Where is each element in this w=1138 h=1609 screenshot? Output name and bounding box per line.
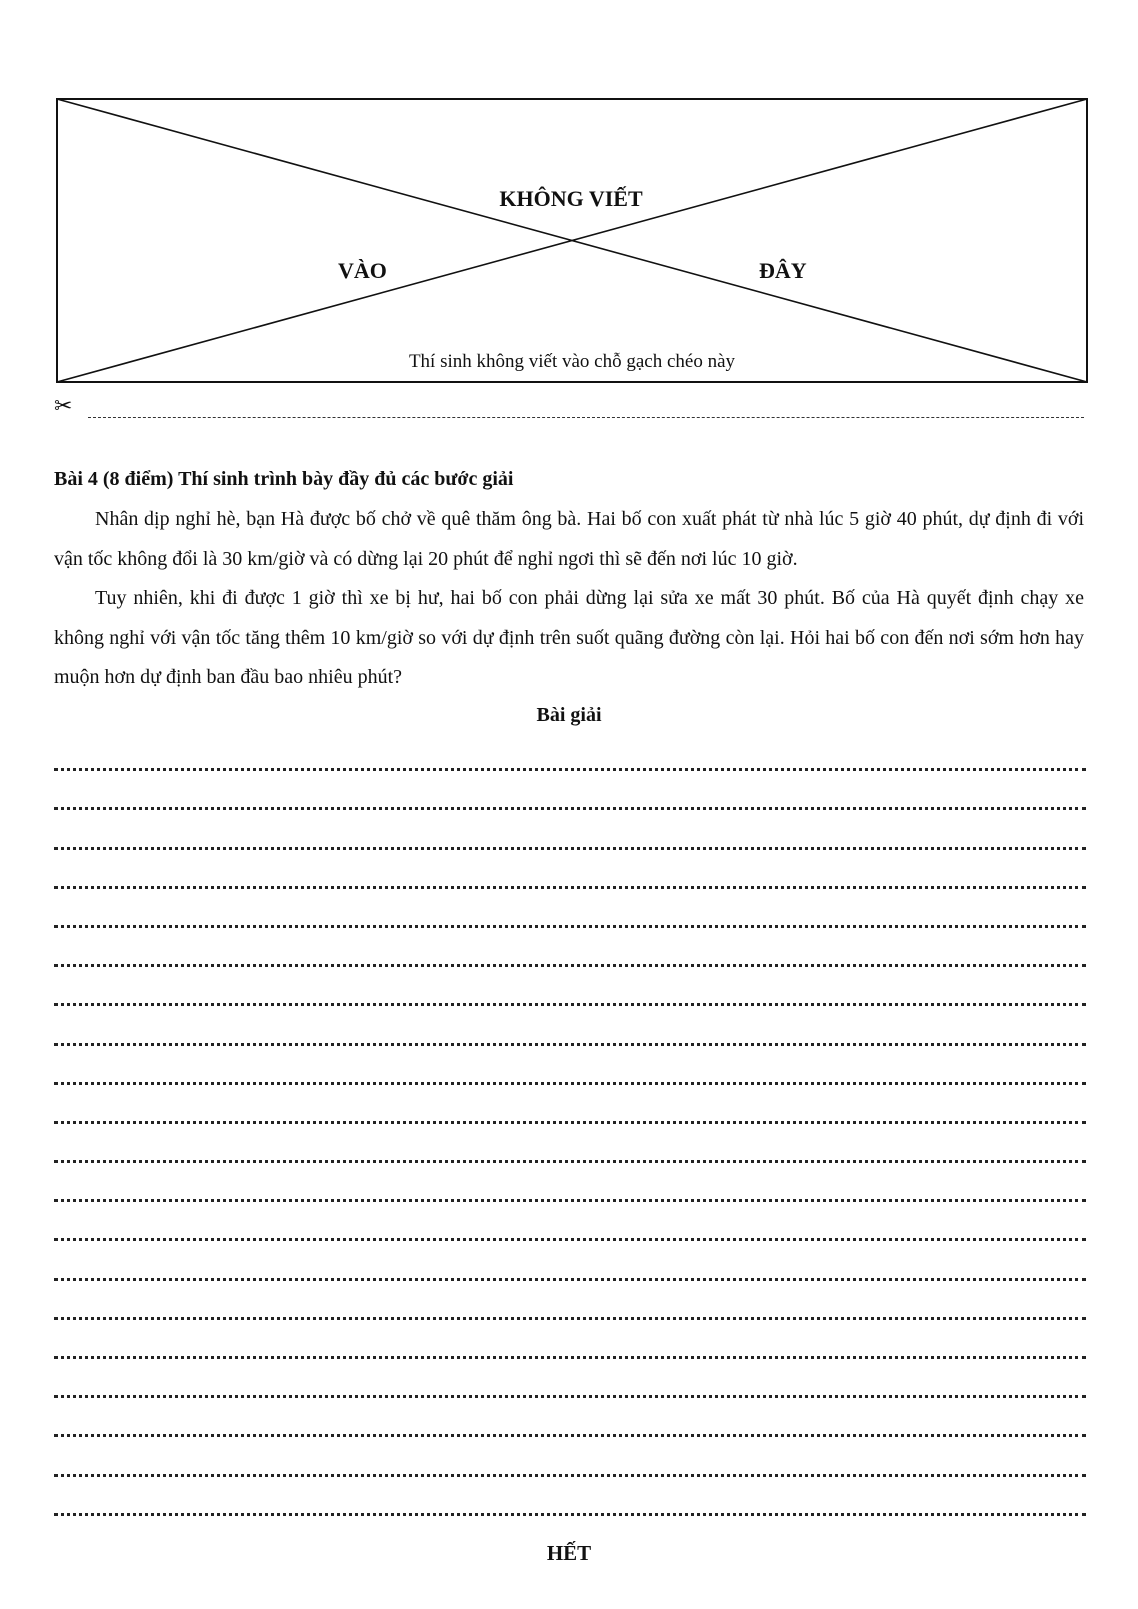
answer-line[interactable]: [54, 905, 1086, 944]
answer-line[interactable]: [54, 1062, 1086, 1101]
answer-line[interactable]: [54, 1022, 1086, 1061]
cut-line: [54, 396, 1084, 426]
answer-line[interactable]: [54, 1218, 1086, 1257]
answer-line[interactable]: [54, 866, 1086, 905]
answer-line[interactable]: [54, 1336, 1086, 1375]
problem-paragraph-1: Nhân dịp nghỉ hè, bạn Hà được bố chở về quê thăm ông bà. Hai bố con xuất phát từ nhà lúc 5 giờ 40 phút, dự định đi với vận tốc không đổi là 30 km/giờ và có dừng lại 20 phút để nghỉ ngơi thì sẽ đến nơi lúc 10 giờ.: [54, 508, 1084, 570]
answer-line[interactable]: [54, 1297, 1086, 1336]
answer-line[interactable]: [54, 1493, 1086, 1532]
answer-line[interactable]: [54, 1140, 1086, 1179]
answer-line[interactable]: [54, 1453, 1086, 1492]
no-write-right-word: ĐÂY: [759, 258, 807, 283]
dashed-cut-rule: [88, 417, 1084, 418]
answer-line[interactable]: [54, 826, 1086, 865]
answer-line[interactable]: [54, 748, 1086, 787]
answer-lines[interactable]: [54, 748, 1086, 1532]
answer-line[interactable]: [54, 1179, 1086, 1218]
problem-paragraph-2: Tuy nhiên, khi đi được 1 giờ thì xe bị hư, hai bố con phải dừng lại sửa xe mất 30 phút. Bố của Hà quyết định chạy xe không nghỉ với vận tốc tăng thêm 10 km/giờ so với dự định trên suốt quãng đường còn lại. Hỏi hai bố con đến nơi sớm hơn hay muộn hơn dự định ban đầu bao nhiêu phút?: [54, 587, 1084, 688]
end-mark: HẾT: [546, 1541, 592, 1565]
no-write-zone: [56, 98, 1088, 383]
scissors-icon: ✂: [54, 394, 73, 419]
answer-line[interactable]: [54, 983, 1086, 1022]
answer-line[interactable]: [54, 787, 1086, 826]
no-write-note: Thí sinh không viết vào chỗ gạch chéo này: [408, 351, 736, 372]
answer-line[interactable]: [54, 1414, 1086, 1453]
answer-line[interactable]: [54, 944, 1086, 983]
problem-heading: Bài 4 (8 điểm) Thí sinh trình bày đầy đủ các bước giải: [54, 468, 514, 490]
crossed-box-lines: [56, 98, 1088, 383]
no-write-left-word: VÀO: [338, 258, 387, 283]
solution-title: Bài giải: [536, 704, 602, 726]
answer-line[interactable]: [54, 1257, 1086, 1296]
no-write-title: KHÔNG VIẾT: [499, 186, 643, 211]
answer-line[interactable]: [54, 1375, 1086, 1414]
answer-line[interactable]: [54, 1101, 1086, 1140]
